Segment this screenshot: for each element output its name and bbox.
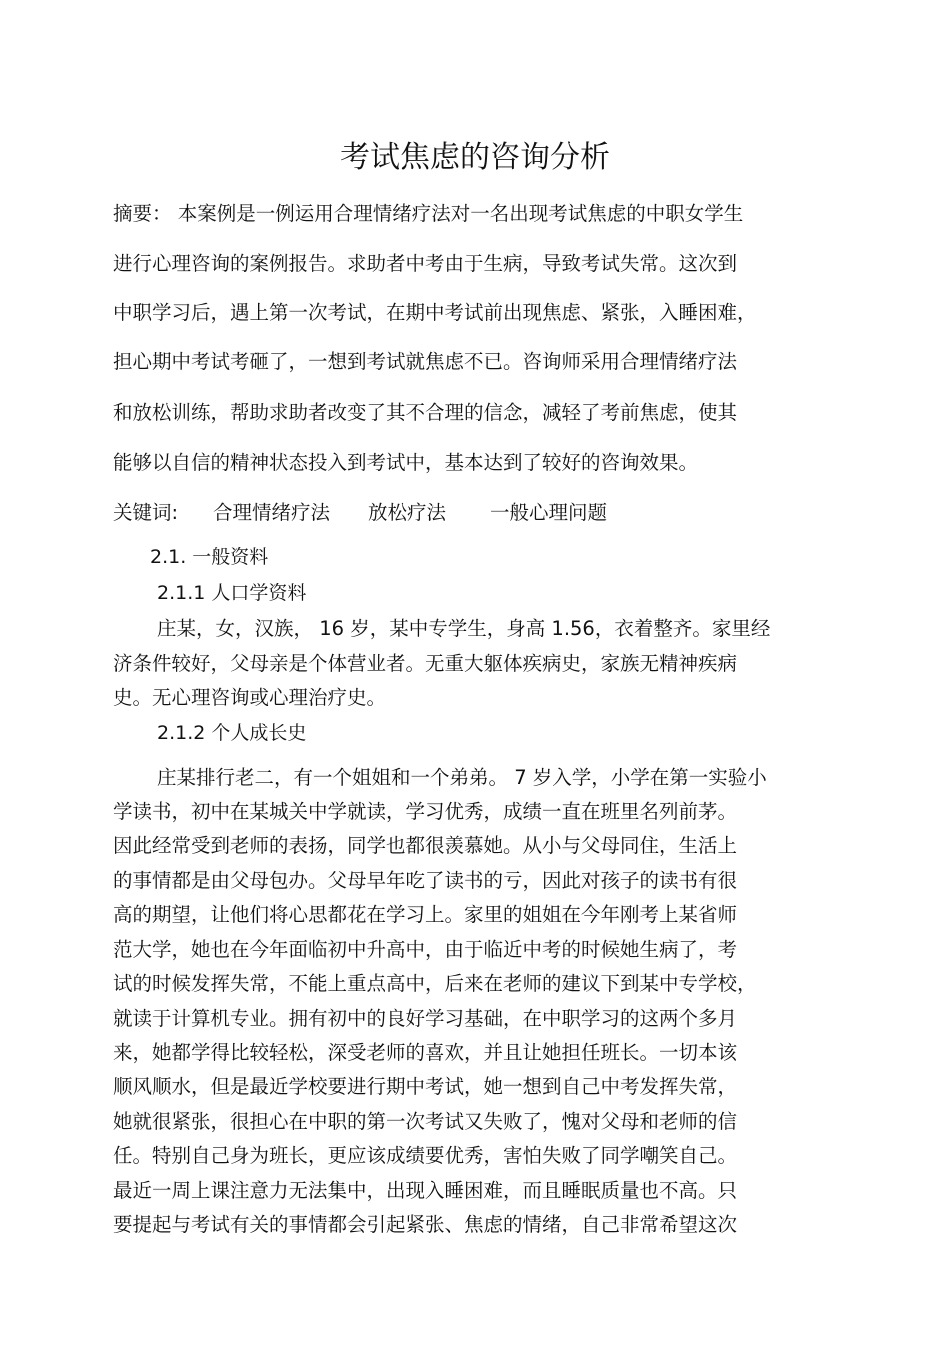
paragraph-line: 范大学，她也在今年面临初中升高中，由于临近中考的时候她生病了，考 — [113, 938, 738, 961]
paragraph-line: 试的时候发挥失常，不能上重点高中，后来在老师的建议下到某中专学校， — [113, 972, 757, 995]
paragraph-line: 济条件较好，父母亲是个体营业者。无重大躯体疾病史，家族无精神疾病 — [113, 652, 738, 675]
paragraph-line: 因此经常受到老师的表扬，同学也都很羡慕她。从小与父母同住，生活上 — [113, 834, 738, 857]
abstract-line: 进行心理咨询的案例报告。求助者中考由于生病，导致考试失常。这次到 — [113, 252, 738, 275]
section-heading: 2.1. 一般资料 — [150, 546, 269, 568]
abstract-line: 中职学习后，遇上第一次考试，在期中考试前出现焦虑、紧张，入睡困难， — [113, 301, 757, 324]
abstract-line: 担心期中考试考砸了，一想到考试就焦虑不已。咨询师采用合理情绪疗法 — [113, 350, 738, 373]
paragraph-line: 她就很紧张，很担心在中职的第一次考试又失败了，愧对父母和老师的信 — [113, 1110, 738, 1133]
paragraph-line: 就读于计算机专业。拥有初中的良好学习基础，在中职学习的这两个多月 — [113, 1007, 738, 1030]
keyword: 合理情绪疗法 — [213, 501, 331, 524]
subsection-heading: 2.1.1 人口学资料 — [157, 582, 307, 604]
paragraph-line: 要提起与考试有关的事情都会引起紧张、焦虑的情绪，自己非常希望这次 — [113, 1213, 738, 1236]
paragraph-line: 学读书，初中在某城关中学就读，学习优秀，成绩一直在班里名列前茅。 — [113, 800, 738, 823]
paragraph-line: 任。特别自己身为班长，更应该成绩要优秀，害怕失败了同学嘲笑自己。 — [113, 1144, 738, 1167]
keywords — [113, 499, 607, 527]
paragraph-line: 史。无心理咨询或心理治疗史。 — [113, 686, 387, 709]
paragraph-line: 庄某，女，汉族， 16 岁，某中专学生，身高 1.56，衣着整齐。家里经 — [157, 617, 771, 640]
subsection-heading: 2.1.2 个人成长史 — [157, 722, 307, 744]
abstract-line: 能够以自信的精神状态投入到考试中，基本达到了较好的咨询效果。 — [113, 451, 699, 474]
abstract-line: 摘要： 本案例是一例运用合理情绪疗法对一名出现考试焦虑的中职女学生 — [113, 202, 744, 225]
paragraph-line: 来，她都学得比较轻松，深受老师的喜欢，并且让她担任班长。一切本该 — [113, 1041, 738, 1064]
keyword: 一般心理问题 — [490, 501, 608, 524]
paragraph-line: 顺风顺水，但是最近学校要进行期中考试，她一想到自己中考发挥失常， — [113, 1075, 738, 1098]
paragraph-line: 的事情都是由父母包办。父母早年吃了读书的亏，因此对孩子的读书有很 — [113, 869, 738, 892]
paragraph-line: 庄某排行老二，有一个姐姐和一个弟弟。 7 岁入学，小学在第一实验小 — [157, 766, 767, 789]
document-title: 考试焦虑的咨询分析 — [340, 140, 610, 175]
paragraph-line: 最近一周上课注意力无法集中，出现入睡困难，而且睡眠质量也不高。只 — [113, 1179, 738, 1202]
keywords-label: 关键词: — [113, 501, 179, 524]
paragraph-line: 高的期望，让他们将心思都花在学习上。家里的姐姐在今年刚考上某省师 — [113, 903, 738, 926]
abstract-line: 和放松训练，帮助求助者改变了其不合理的信念，减轻了考前焦虑，使其 — [113, 401, 738, 424]
keyword: 放松疗法 — [368, 501, 447, 524]
